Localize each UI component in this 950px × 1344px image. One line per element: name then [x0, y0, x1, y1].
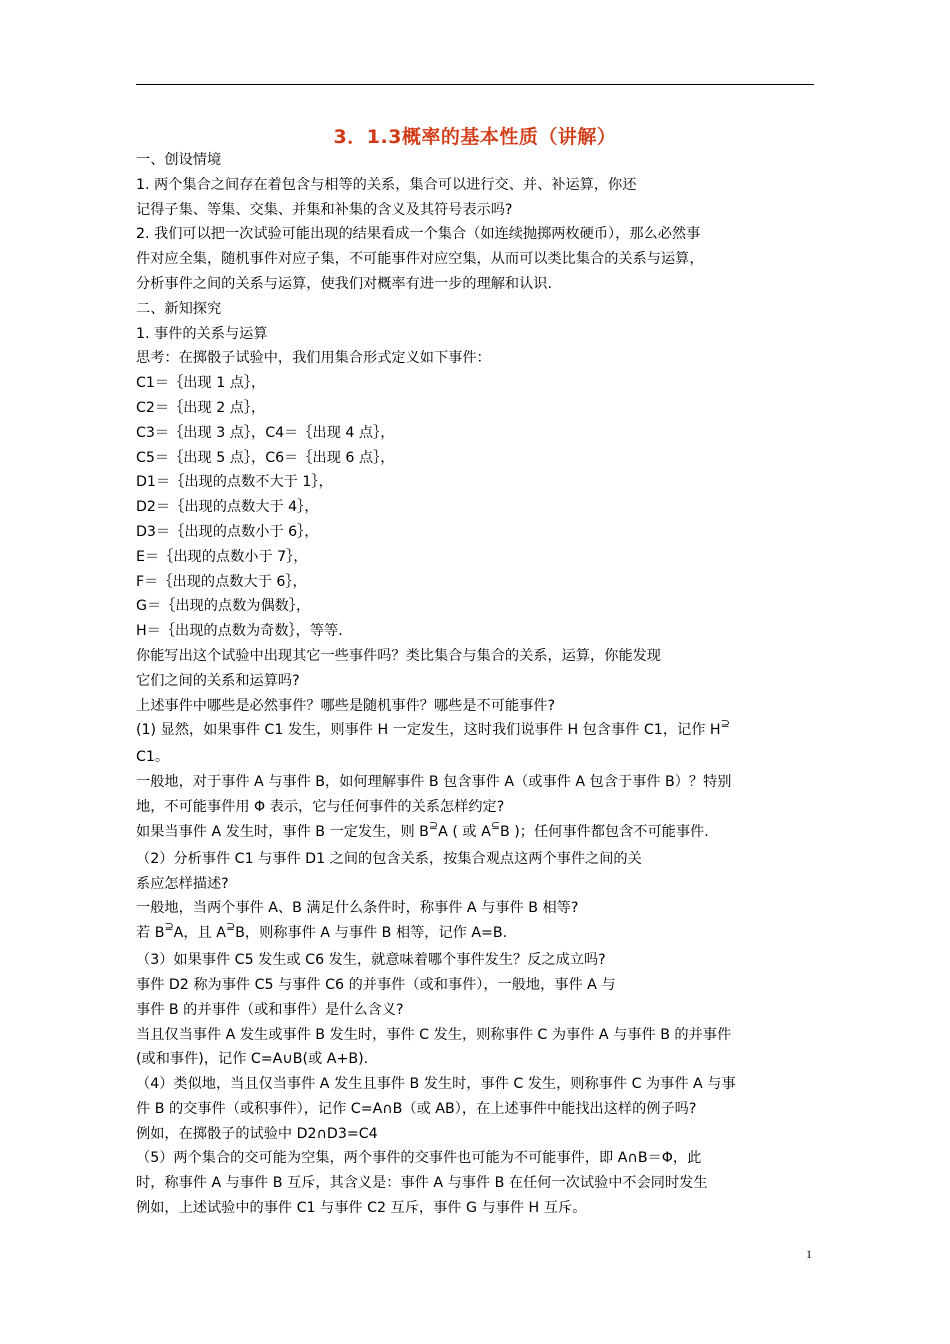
page-number: 1	[806, 1247, 812, 1261]
supseteq-symbol: ⊇	[164, 920, 174, 934]
text-span: A ( 或 A	[438, 823, 491, 840]
supseteq-symbol: ⊇	[720, 717, 730, 731]
text-span: B，则称事件 A 与事件 B 相等，记作 A=B.	[235, 925, 508, 942]
text-line: C1＝｛出现 1 点｝，	[136, 375, 266, 392]
text-line: 例如，上述试验中的事件 C1 与事件 C2 互斥，事件 G 与事件 H 互斥。	[136, 1200, 587, 1217]
text-line	[136, 718, 816, 745]
text-line: 件对应全集，随机事件对应子集，不可能事件对应空集，从而可以类比集合的关系与运算，	[136, 251, 704, 268]
text-line: H＝｛出现的点数为奇数｝，等等.	[136, 623, 343, 640]
text-line: 1. 两个集合之间存在着包含与相等的关系，集合可以进行交、并、补运算，你还	[136, 176, 637, 193]
text-line: D2＝｛出现的点数大于 4｝，	[136, 499, 319, 516]
text-line: 2. 我们可以把一次试验可能出现的结果看成一个集合（如连续抛掷两枚硬币），那么必然事	[136, 226, 701, 243]
text-line: 思考：在掷骰子试验中，我们用集合形式定义如下事件：	[136, 350, 491, 367]
document-body	[136, 148, 816, 1221]
text-line: 事件 D2 称为事件 C5 与事件 C6 的并事件（或和事件），一般地，事件 A 与	[136, 976, 616, 993]
text-line: C5＝｛出现 5 点｝，C6＝｛出现 6 点｝，	[136, 449, 395, 466]
text-line: C3＝｛出现 3 点｝，C4＝｛出现 4 点｝，	[136, 424, 395, 441]
page-title: 3．1.3概率的基本性质（讲解）	[333, 126, 617, 148]
text-line: 地，不可能事件用 Φ 表示，它与任何事件的关系怎样约定?	[136, 798, 505, 815]
text-span: B )；任何事件都包含不可能事件.	[500, 823, 709, 840]
text-span: 如果当事件 A 发生时，事件 B 一定发生，则 B	[136, 823, 429, 840]
subseteq-symbol: ⊆	[490, 818, 501, 832]
text-line: D1＝｛出现的点数不大于 1｝，	[136, 474, 333, 491]
text-line: （2）分析事件 C1 与事件 D1 之间的包含关系，按集合观点这两个事件之间的关	[136, 850, 642, 867]
text-line: 二、新知探究	[136, 300, 222, 317]
header-rule	[136, 84, 814, 85]
text-line: 一、创设情境	[136, 152, 222, 168]
text-line: （4）类似地，当且仅当事件 A 发生且事件 B 发生时，事件 C 发生，则称事件 C 为事件 A 与事	[136, 1076, 736, 1093]
text-line: F＝｛出现的点数大于 6｝，	[136, 573, 307, 590]
text-line: (或和事件)，记作 C=A∪B(或 A+B).	[136, 1051, 369, 1068]
text-line: 1. 事件的关系与运算	[136, 325, 268, 342]
text-line: 上述事件中哪些是必然事件？哪些是随机事件？哪些是不可能事件?	[136, 697, 555, 714]
text-line: 你能写出这个试验中出现其它一些事件吗？类比集合与集合的关系，运算，你能发现	[136, 647, 661, 664]
text-line: 事件 B 的并事件（或和事件）是什么含义?	[136, 1001, 404, 1018]
text-line: 件 B 的交事件（或积事件），记作 C=A∩B（或 AB），在上述事件中能找出这样的例子吗?	[136, 1100, 697, 1117]
text-line: 时，称事件 A 与事件 B 互斥，其含义是：事件 A 与事件 B 在任何一次试验中不会同时发生	[136, 1175, 708, 1192]
text-line: E＝｛出现的点数小于 7｝，	[136, 548, 308, 565]
text-line: 它们之间的关系和运算吗?	[136, 672, 300, 689]
text-line: 系应怎样描述?	[136, 875, 229, 892]
text-line	[136, 921, 816, 948]
text-line: C1。	[136, 749, 170, 766]
text-span: 若 B	[136, 925, 165, 942]
text-line: 当且仅当事件 A 发生或事件 B 发生时，事件 C 发生，则称事件 C 为事件 A 与事件 B 的并事件	[136, 1026, 732, 1043]
supseteq-symbol: ⊇	[225, 920, 236, 934]
text-line: 例如，在掷骰子的试验中 D2∩D3=C4	[136, 1125, 378, 1142]
text-line: （3）如果事件 C5 发生或 C6 发生，就意味着哪个事件发生？反之成立吗?	[136, 952, 606, 969]
text-line: 一般地，当两个事件 A、B 满足什么条件时，称事件 A 与事件 B 相等?	[136, 900, 579, 917]
text-line	[136, 820, 816, 847]
text-line: G＝｛出现的点数为偶数｝，	[136, 598, 311, 615]
text-line: D3＝｛出现的点数小于 6｝，	[136, 523, 319, 540]
supseteq-symbol: ⊇	[428, 818, 439, 832]
text-line: 一般地，对于事件 A 与事件 B，如何理解事件 B 包含事件 A（或事件 A 包含于事件 B）？特别	[136, 774, 732, 791]
text-line: C2＝｛出现 2 点｝，	[136, 399, 266, 416]
text-span: (1) 显然，如果事件 C1 发生，则事件 H 一定发生，这时我们说事件 H 包含事件 C1，记作 H	[136, 722, 721, 739]
text-span: A，且 A	[173, 925, 226, 942]
text-line: 记得子集、等集、交集、并集和补集的含义及其符号表示吗?	[136, 201, 513, 218]
text-line: 分析事件之间的关系与运算，使我们对概率有进一步的理解和认识.	[136, 275, 552, 292]
text-line: （5）两个集合的交可能为空集，两个事件的交事件也可能为不可能事件，即 A∩B＝Φ，此	[136, 1150, 702, 1167]
